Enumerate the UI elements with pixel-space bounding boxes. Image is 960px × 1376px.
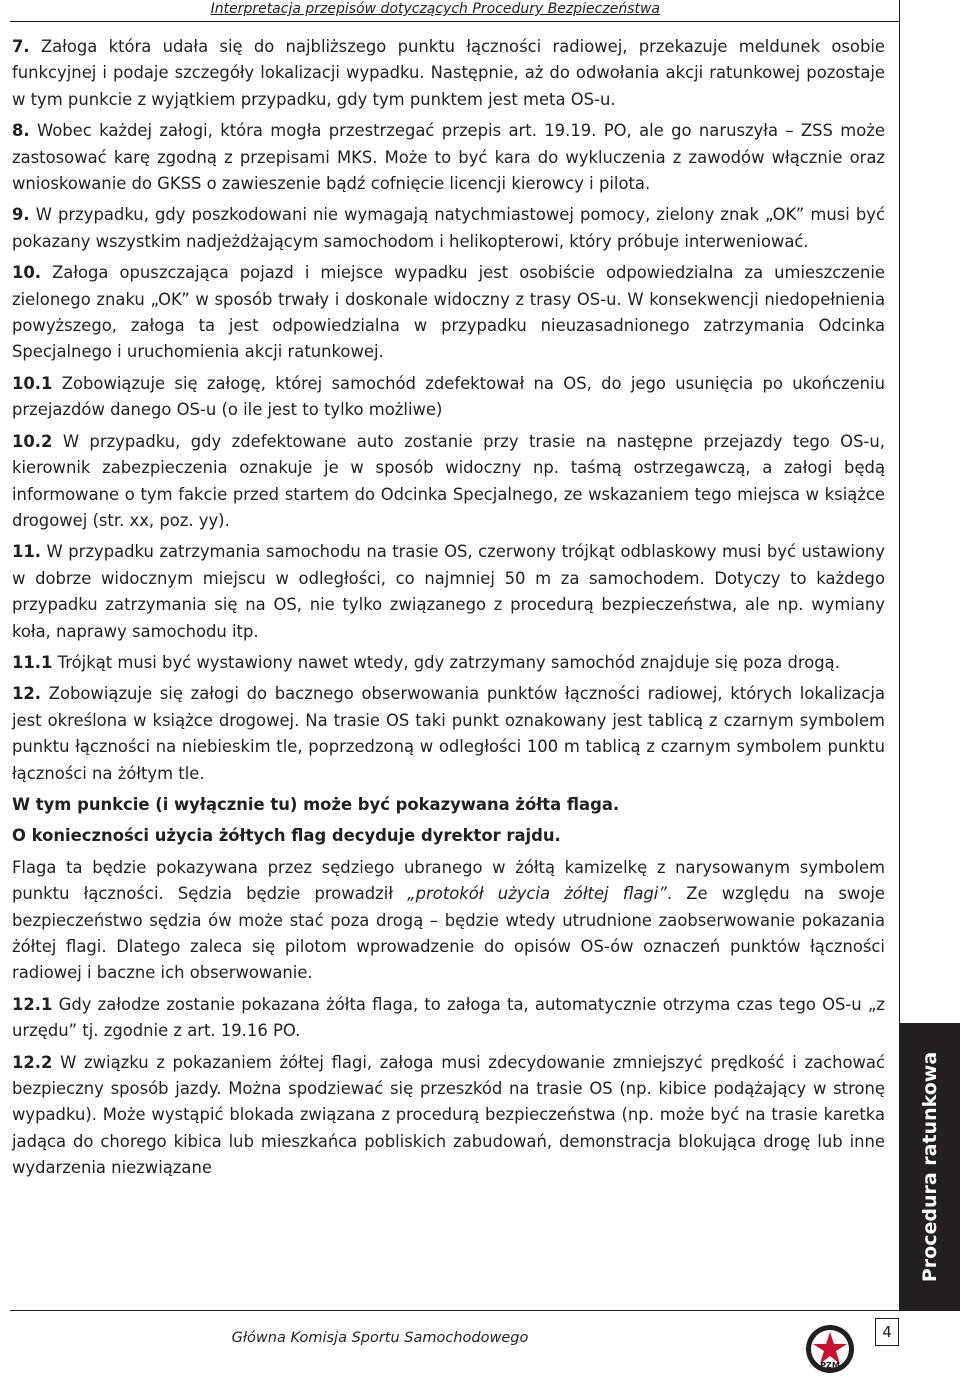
paragraph-7 (12, 34, 885, 113)
page-number: 4 (875, 1318, 899, 1346)
pzm-logo-text: PZM (820, 1361, 840, 1370)
paragraph-11 (12, 539, 885, 645)
paragraph-number: 12.1 (12, 994, 53, 1014)
paragraph-12 (12, 681, 885, 787)
paragraph-text: W przypadku, gdy poszkodowani nie wymagają natychmiastowej pomocy, zielony znak „OK” musi być pokazany wszystkim nadjeżdżającym samochodom i helikopterowi, który próbuje interweniować. (12, 205, 885, 251)
paragraph-number: 11.1 (12, 652, 53, 672)
paragraph-8 (12, 118, 885, 197)
paragraph-number: 12. (12, 684, 42, 704)
paragraph-11-1 (12, 650, 885, 676)
paragraph-text: W przypadku, gdy zdefektowane auto zostanie przy trasie na następne przejazdy tego OS-u, kierownik zabezpieczenia oznakuje je w sposób widoczny np. taśmą ostrzegawczą, a załogi będą informowane o tym fakcie przed startem do Odcinka Specjalnego, ze wskazaniem tego miejsca w książce drogowej (str. xx, poz. yy). (12, 431, 885, 530)
pzm-logo (800, 1322, 860, 1376)
paragraph-9 (12, 202, 885, 255)
footer-divider (10, 1310, 960, 1311)
paragraph-number: 10. (12, 263, 42, 283)
paragraph-text: Zobowiązuje się załogi do bacznego obserwowania punktów łączności radiowej, których lokalizacja jest określona w książce drogowej. Na trasie OS taki punkt oznakowany jest tablicą z czarnym symbolem punktu łączności na niebieskim tle, poprzedzoną w odległości 100 m tablicą z czarnym symbolem punktu łączności na żółtym tle. (12, 684, 885, 783)
yellow-flag-rule: W tym punkcie (i wyłącznie tu) może być pokazywana żółta flaga. (12, 794, 620, 814)
paragraph-10 (12, 260, 885, 366)
paragraph-number: 12.2 (12, 1052, 53, 1072)
section-side-tab (900, 1023, 960, 1310)
paragraph-12-1 (12, 992, 885, 1045)
paragraph-10-1 (12, 371, 885, 424)
header-divider (10, 21, 900, 22)
paragraph-text: Zobowiązuje się załogę, której samochód zdefektował na OS, do jego usunięcia po ukończeniu przejazdów danego OS-u (o ile jest to tylko możliwe) (12, 373, 885, 420)
paragraph-12-2 (12, 1050, 885, 1182)
section-side-tab-label: Procedura ratunkowa (919, 1051, 941, 1282)
paragraph-number: 10.1 (12, 373, 53, 393)
paragraph-text: W związku z pokazaniem żółtej flagi, załoga musi zdecydowanie zmniejszyć prędkość i zachować bezpieczny sposób jazdy. Można spodziewać się przeszkód na trasie OS (np. kibice podążający w stronę wypadku). Może wystąpić blokada związana z procedurą bezpieczeństwa (np. może być na trasie karetka jadąca do chorego kibica lub mieszkańca pobliskich zabudowań, demonstracja blokująca drogę lub inne wydarzenia niezwiązane (12, 1052, 885, 1178)
paragraph-text: Trójkąt musi być wystawiony nawet wtedy, gdy zatrzymany samochód znajduje się poza drogą. (52, 652, 840, 672)
paragraph-number: 7. (12, 37, 30, 56)
paragraph-text: W przypadku zatrzymania samochodu na trasie OS, czerwony trójkąt odblaskowy musi być ustawiony w dobrze widocznym miejscu w odległości, co najmniej 50 m za samochodem. Dotyczy to każdego przypadku zatrzymania się na OS, nie tylko związanego z procedurą bezpieczeństwa, ale np. wymiany koła, naprawy samochodu itp. (12, 542, 885, 641)
paragraph-text: Wobec każdej załogi, która mogła przestrzegać przepis art. 19.19. PO, ale go naruszyła – ZSS może zastosować karę zgodną z przepisami MKS. Może to być kara do wykluczenia z zawodów włącznie oraz wnioskowanie do GKSS o zawieszenie bądź cofnięcie licencji kierowcy i pilota. (12, 121, 885, 194)
page-header-title: Interpretacja przepisów dotyczących Procedury Bezpieczeństwa (210, 1, 660, 17)
flag-protocol-title: „protokół użycia żółtej flagi” (407, 884, 667, 904)
flag-paragraph-text-2: . Ze względu na swoje bezpieczeństwo sędzia ów może stać poza drogą – będzie wtedy utrudnione zaobserwowanie pokazania żółtej flagi. Dlatego zaleca się pilotom wprowadzenie do opisów OS-ów oznaczeń punktów łączności radiowej i baczne ich obserwowanie. (12, 884, 886, 983)
paragraph-number: 9. (12, 205, 30, 225)
paragraph-text: Załoga która udała się do najbliższego punktu łączności radiowej, przekazuje meldunek osobie funkcyjnej i podaje szczegóły lokalizacji wypadku. Następnie, aż do odwołania akcji ratunkowej pozostaje w tym punkcie z wyjątkiem przypadku, gdy tym punktem jest meta OS-u. (12, 37, 885, 109)
footer-organization: Główna Komisja Sportu Samochodowego (231, 1330, 529, 1346)
paragraph-text: Załoga opuszczająca pojazd i miejsce wypadku jest osobiście odpowiedzialna za umieszczenie zielonego znaku „OK” w sposób trwały i doskonale widoczny z trasy OS-u. W konsekwencji niedopełnienia powyższego, załoga ta jest odpowiedzialna w przypadku nieuzasadnionego zatrzymania Odcinka Specjalnego i uruchomienia akcji ratunkowej. (12, 263, 885, 362)
paragraph-10-2 (12, 429, 885, 535)
yellow-flag-decision: O konieczności użycia żółtych flag decyduje dyrektor rajdu. (12, 826, 561, 846)
paragraph-number: 11. (12, 542, 42, 562)
paragraph-number: 10.2 (12, 431, 53, 451)
flag-paragraph-text-1: Flaga ta będzie pokazywana przez sędziego ubranego w żółtą kamizelkę z narysowanym symbolem punktu łączności. Sędzia będzie prowadził (12, 857, 885, 904)
paragraph-number: 8. (12, 121, 30, 141)
flag-paragraph (12, 855, 885, 987)
paragraph-text: Gdy załodze zostanie pokazana żółta flaga, to załoga ta, automatycznie otrzyma czas tego OS-u „z urzędu” tj. zgodnie z art. 19.16 PO. (12, 994, 885, 1041)
document-body (12, 34, 885, 1182)
